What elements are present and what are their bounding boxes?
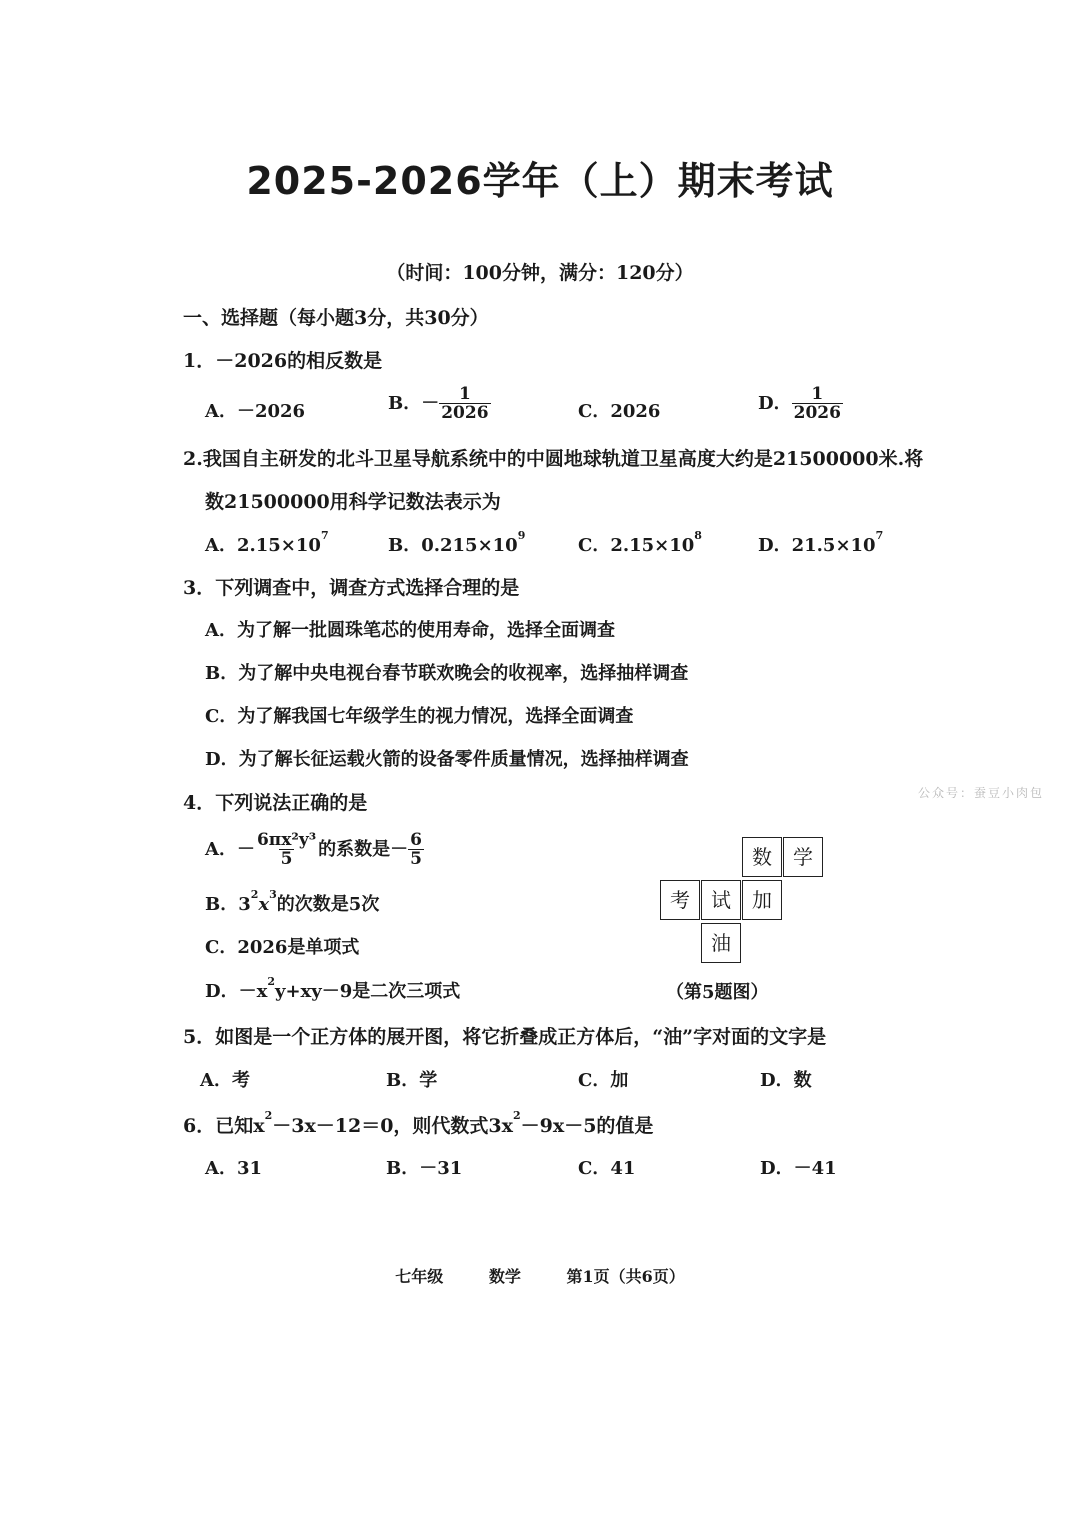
- q4-option-a: [205, 832, 424, 868]
- net-cell-xue: 学: [783, 837, 823, 877]
- q4-a-denominator-2: 5: [410, 849, 422, 869]
- q6-option-b: B．－31: [386, 1158, 463, 1179]
- q4-a-numerator-2: 6: [410, 830, 422, 850]
- net-cell-you: 油: [701, 923, 741, 963]
- q2-option-d: [758, 531, 883, 557]
- net-cell-jia: 加: [742, 880, 782, 920]
- question-2-stem-line1: 2.我国自主研发的北斗卫星导航系统中的中圆地球轨道卫星高度大约是21500000米.将: [183, 448, 924, 470]
- q1-b-prefix: B．－: [388, 393, 440, 414]
- q4-a-fraction: [255, 832, 318, 868]
- question-2-stem-line2: 数21500000用科学记数法表示为: [205, 491, 501, 513]
- q1-b-denominator: 2026: [441, 403, 489, 423]
- net-cell-shi: 试: [701, 880, 741, 920]
- q4-option-d: [205, 977, 460, 1003]
- q6-exp2: 2: [512, 1109, 521, 1122]
- q4-a-denominator: 5: [280, 849, 293, 869]
- q2-d-base: D．21.5×10: [758, 535, 876, 556]
- q4-a-prefix: A．－: [205, 839, 255, 860]
- q4-b-exp1: 2: [250, 888, 259, 901]
- question-3-stem: 3．下列调查中，调查方式选择合理的是: [183, 577, 520, 599]
- q1-b-fraction: [439, 386, 490, 422]
- q1-d-denominator: 2026: [793, 403, 841, 423]
- exam-title: 2025-2026学年（上）期末考试: [246, 159, 834, 203]
- question-4-stem: 4．下列说法正确的是: [183, 792, 368, 814]
- net-cell-kao: 考: [660, 880, 700, 920]
- q4-b-x: x: [258, 894, 270, 915]
- figure-caption: （第5题图）: [666, 982, 769, 1003]
- q5-option-d: D．数: [760, 1070, 812, 1091]
- question-1-stem: 1．－2026的相反数是: [183, 350, 383, 372]
- q3-option-c: C．为了解我国七年级学生的视力情况，选择全面调查: [205, 706, 634, 727]
- q3-option-d: D．为了解长征运载火箭的设备零件质量情况，选择抽样调查: [205, 749, 689, 770]
- q2-b-exponent: 9: [517, 529, 526, 542]
- watermark-text: 公众号：蚕豆小肉包: [918, 786, 1045, 800]
- q6-option-a: A．31: [205, 1158, 263, 1179]
- q3-option-a: A．为了解一批圆珠笔芯的使用寿命，选择全面调查: [205, 620, 615, 641]
- q1-d-prefix: D．: [758, 393, 792, 414]
- q1-option-c: C．2026: [578, 401, 661, 422]
- q4-a-numerator: 6πx²y³: [256, 830, 317, 850]
- q3-option-b: B．为了解中央电视台春节联欢晚会的收视率，选择抽样调查: [205, 663, 689, 684]
- q4-b-exp2: 3: [269, 888, 277, 901]
- q1-b-numerator: 1: [458, 384, 471, 404]
- q6-pre: 6．已知x: [183, 1115, 265, 1137]
- q6-exp1: 2: [264, 1109, 273, 1122]
- q6-mid: －3x－12＝0，则代数式3x: [272, 1115, 513, 1137]
- q2-a-base: A．2.15×10: [205, 535, 321, 556]
- q4-d-post: y+xy－9是二次三项式: [275, 981, 461, 1002]
- q4-option-c: C．2026是单项式: [205, 937, 360, 958]
- question-5-stem: 5．如图是一个正方体的展开图，将它折叠成正方体后，“油”字对面的文字是: [183, 1026, 827, 1048]
- question-6-stem: [183, 1111, 653, 1138]
- q2-option-a: [205, 531, 329, 557]
- q2-option-c: [578, 531, 702, 557]
- q2-d-exponent: 7: [875, 529, 884, 542]
- q4-option-b: [205, 890, 379, 916]
- q5-option-a: A．考: [200, 1070, 250, 1091]
- q5-option-c: C．加: [578, 1070, 629, 1091]
- q6-option-d: D．－41: [760, 1158, 837, 1179]
- q2-option-b: [388, 531, 525, 557]
- q1-option-b: [388, 386, 491, 422]
- q6-post: －9x－5的值是: [520, 1115, 654, 1137]
- q5-option-b: B．学: [386, 1070, 438, 1091]
- q4-d-pre: D．－x: [205, 981, 268, 1002]
- footer-page-number: 第1页（共6页）: [566, 1267, 685, 1286]
- q2-b-base: B．0.215×10: [388, 535, 518, 556]
- q2-c-exponent: 8: [694, 529, 702, 542]
- exam-subtitle: （时间：100分钟，满分：120分）: [386, 262, 694, 284]
- q4-a-fraction-2: [408, 832, 424, 868]
- q1-option-d: [758, 386, 843, 422]
- q4-d-exp: 2: [267, 975, 275, 988]
- q1-d-numerator: 1: [811, 384, 824, 404]
- q1-option-a: A．－2026: [205, 401, 306, 422]
- q6-option-c: C．41: [578, 1158, 636, 1179]
- footer-grade: 七年级: [395, 1267, 444, 1286]
- q4-a-middle: 的系数是－: [318, 839, 409, 860]
- section-heading: 一、选择题（每小题3分，共30分）: [183, 307, 489, 329]
- net-cell-shu: 数: [742, 837, 782, 877]
- footer-subject: 数学: [488, 1267, 521, 1286]
- q2-c-base: C．2.15×10: [578, 535, 695, 556]
- q4-b-post: 的次数是5次: [276, 894, 380, 915]
- q1-d-fraction: [792, 386, 843, 422]
- page-footer: [0, 1264, 1080, 1287]
- cube-net-figure: [660, 837, 830, 967]
- q2-a-exponent: 7: [320, 529, 329, 542]
- q4-b-pre: B．3: [205, 894, 251, 915]
